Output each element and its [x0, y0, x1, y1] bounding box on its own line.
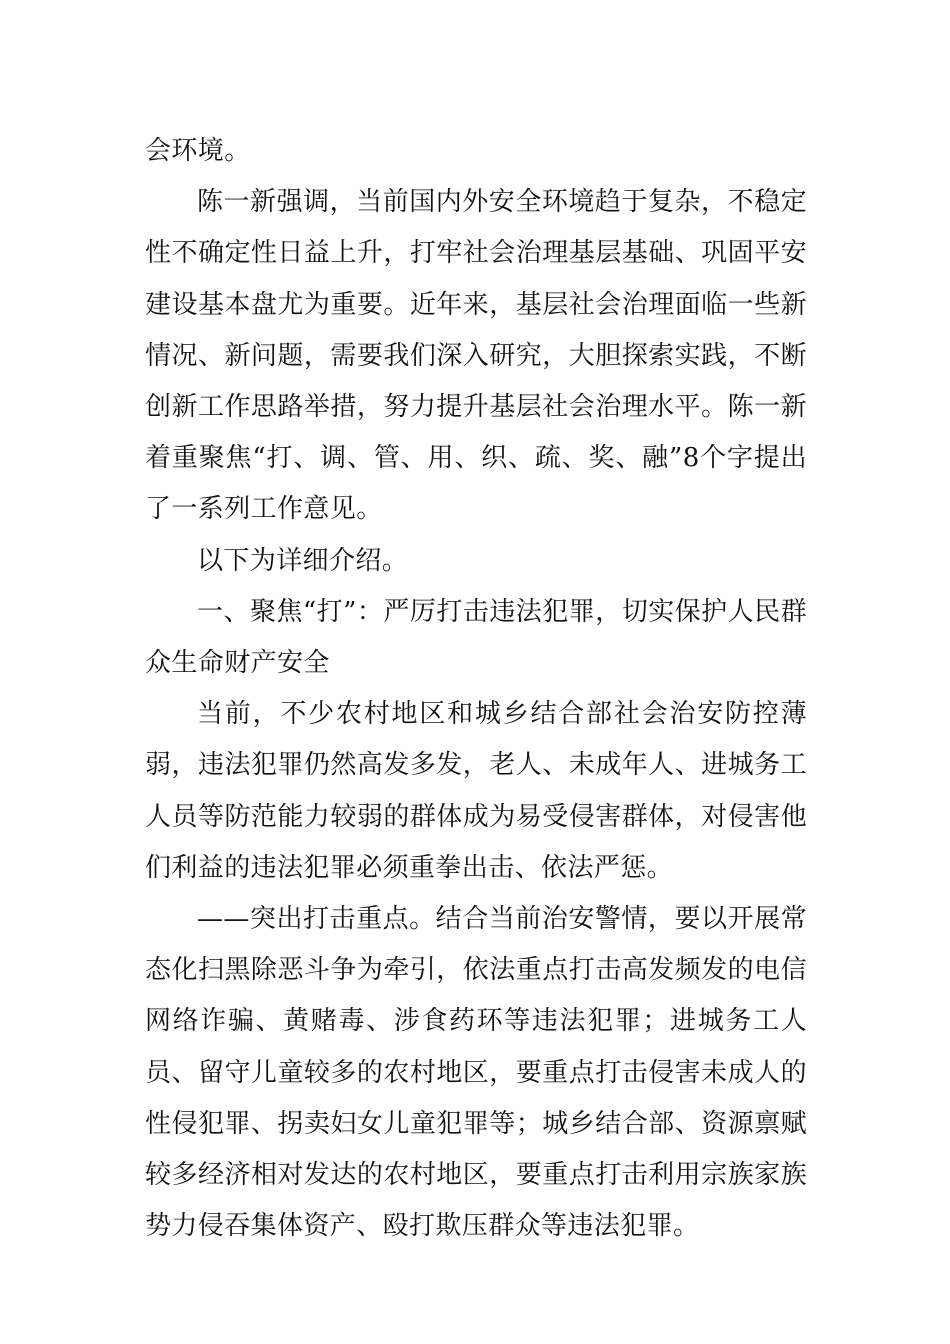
paragraph-key-targets: ——突出打击重点。结合当前治安警情，要以开展常态化扫黑除恶斗争为牵引，依法重点打击高发频发的电信网络诈骗、黄赌毒、涉食药环等违法犯罪；进城务工人员、留守儿童较多的农村地区，要重点打击侵害未成人的性侵犯罪、拐卖妇女儿童犯罪等；城乡结合部、资源禀赋较多经济相对发达的农村地区，要重点打击利用宗族家族势力侵吞集体资产、殴打欺压群众等违法犯罪。: [145, 904, 807, 1242]
document-body: [145, 126, 807, 1252]
paragraph-current-situation: 当前，不少农村地区和城乡结合部社会治安防控薄弱，违法犯罪仍然高发多发，老人、未成年人、进城务工人员等防范能力较弱的群体成为易受侵害群体，对侵害他们利益的违法犯罪必须重拳出击、依法严惩。: [145, 699, 807, 883]
paragraph-intro: 以下为详细介绍。: [197, 545, 409, 576]
section-heading-1: 一、聚焦“打”：严厉打击违法犯罪，切实保护人民群众生命财产安全: [145, 596, 807, 679]
paragraph-continuation: 会环境。: [145, 136, 251, 166]
paragraph-chen-yixin-emphasis: 陈一新强调，当前国内外安全环境趋于复杂，不稳定性不确定性日益上升，打牢社会治理基层基础、巩固平安建设基本盘尤为重要。近年来，基层社会治理面临一些新情况、新问题，需要我们深入研究，大胆探索实践，不断创新工作思路举措，努力提升基层社会治理水平。陈一新着重聚焦“打、调、管、用、织、疏、奖、融”8个字提出了一系列工作意见。: [145, 187, 807, 525]
